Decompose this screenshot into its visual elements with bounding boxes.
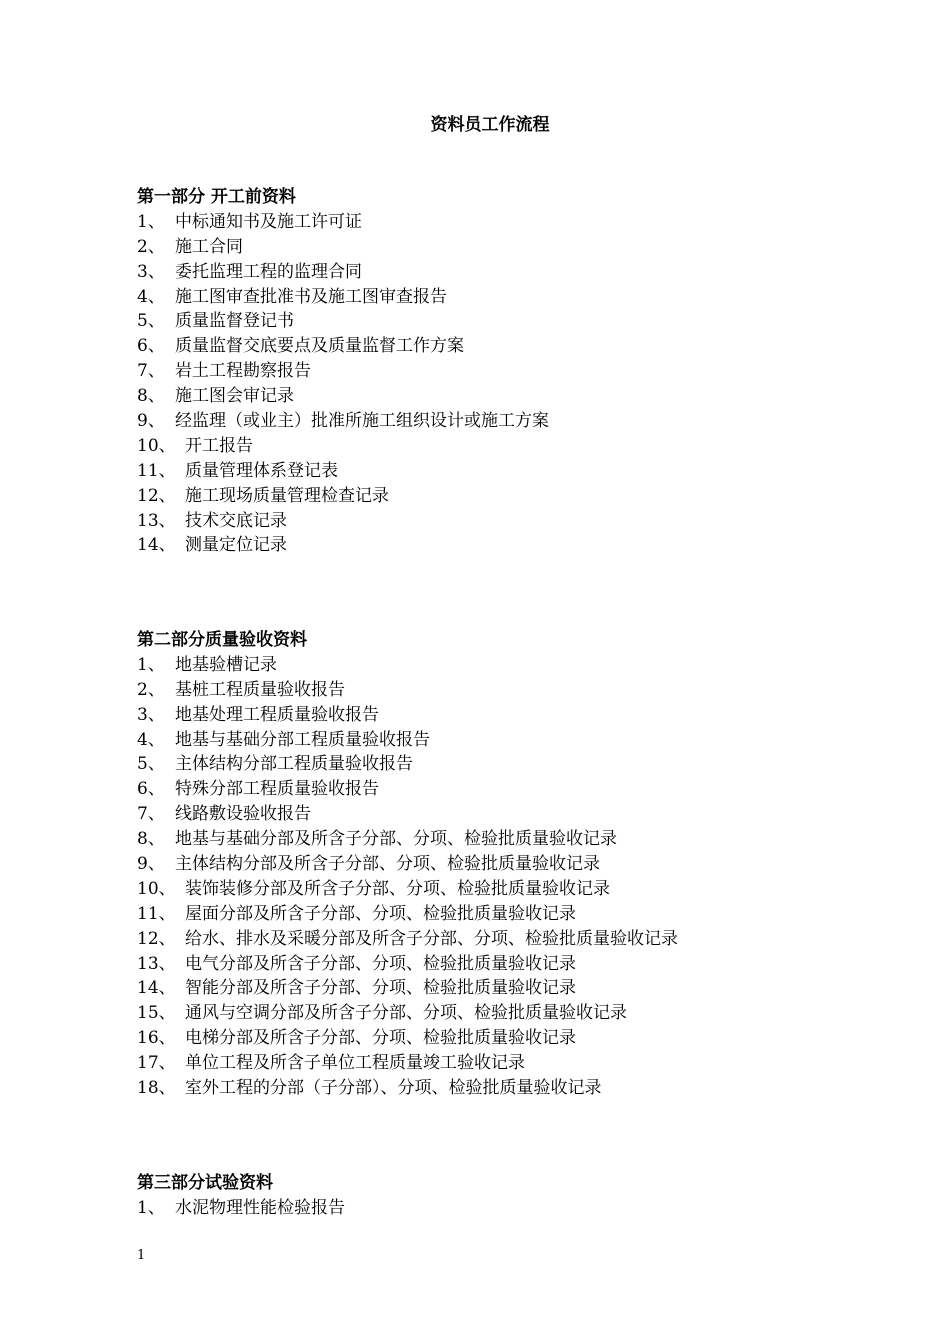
list-item <box>137 434 549 459</box>
list-item <box>137 802 678 827</box>
item-text: 施工图会审记录 <box>175 386 294 407</box>
item-text: 屋面分部及所含子分部、分项、检验批质量验收记录 <box>185 903 576 924</box>
item-number: 5、 <box>137 311 165 332</box>
item-text: 技术交底记录 <box>185 510 287 531</box>
item-number: 11、 <box>137 460 176 481</box>
item-text: 地基与基础分部工程质量验收报告 <box>175 729 430 750</box>
list-item <box>137 409 549 434</box>
item-number: 8、 <box>137 829 165 850</box>
list-item <box>137 678 678 703</box>
item-number: 11、 <box>137 903 176 924</box>
item-number: 10、 <box>137 435 176 456</box>
item-number: 6、 <box>137 779 165 800</box>
item-number: 3、 <box>137 261 165 282</box>
item-number: 1、 <box>137 1197 165 1218</box>
item-text: 基桩工程质量验收报告 <box>175 679 345 700</box>
item-number: 2、 <box>137 679 165 700</box>
item-number: 12、 <box>137 928 176 949</box>
item-number: 5、 <box>137 754 165 775</box>
section-heading: 第三部分试验资料 <box>137 1173 273 1193</box>
list-item <box>137 902 678 927</box>
item-text: 装饰装修分部及所含子分部、分项、检验批质量验收记录 <box>185 878 610 899</box>
list-item <box>137 1026 678 1051</box>
list-item <box>137 1196 345 1221</box>
item-text: 地基处理工程质量验收报告 <box>175 704 379 725</box>
item-text: 电气分部及所含子分部、分项、检验批质量验收记录 <box>185 953 576 974</box>
item-text: 经监理（或业主）批准所施工组织设计或施工方案 <box>175 411 549 432</box>
list-item <box>137 285 549 310</box>
item-text: 通风与空调分部及所含子分部、分项、检验批质量验收记录 <box>185 1003 627 1024</box>
list-item <box>137 703 678 728</box>
page-number: 1 <box>137 1248 146 1263</box>
item-number: 17、 <box>137 1053 176 1074</box>
list-item <box>137 210 549 235</box>
item-number: 10、 <box>137 878 176 899</box>
list-item <box>137 309 549 334</box>
item-number: 4、 <box>137 729 165 750</box>
item-number: 9、 <box>137 411 165 432</box>
item-number: 14、 <box>137 535 176 556</box>
section-heading: 第一部分 开工前资料 <box>137 187 296 207</box>
item-text: 线路敷设验收报告 <box>175 804 311 825</box>
item-text: 开工报告 <box>185 435 253 456</box>
item-text: 中标通知书及施工许可证 <box>175 211 362 232</box>
item-number: 7、 <box>137 804 165 825</box>
item-number: 12、 <box>137 485 176 506</box>
list-item <box>137 728 678 753</box>
list-item <box>137 1076 678 1101</box>
list-item <box>137 777 678 802</box>
item-text: 质量监督登记书 <box>175 311 294 332</box>
item-number: 7、 <box>137 361 165 382</box>
list-item <box>137 952 678 977</box>
item-text: 地基与基础分部及所含子分部、分项、检验批质量验收记录 <box>175 829 617 850</box>
item-number: 2、 <box>137 236 165 257</box>
item-number: 15、 <box>137 1003 176 1024</box>
item-number: 14、 <box>137 978 176 999</box>
item-text: 电梯分部及所含子分部、分项、检验批质量验收记录 <box>185 1028 576 1049</box>
list-item <box>137 752 678 777</box>
item-text: 单位工程及所含子单位工程质量竣工验收记录 <box>185 1053 525 1074</box>
item-text: 特殊分部工程质量验收报告 <box>175 779 379 800</box>
list-item <box>137 533 549 558</box>
section-quality-acceptance <box>137 628 678 1101</box>
item-number: 13、 <box>137 953 176 974</box>
list-item <box>137 1001 678 1026</box>
list-item <box>137 459 549 484</box>
item-text: 岩土工程勘察报告 <box>175 361 311 382</box>
item-number: 4、 <box>137 286 165 307</box>
item-number: 9、 <box>137 854 165 875</box>
item-text: 测量定位记录 <box>185 535 287 556</box>
item-text: 智能分部及所含子分部、分项、检验批质量验收记录 <box>185 978 576 999</box>
list-item <box>137 235 549 260</box>
item-text: 水泥物理性能检验报告 <box>175 1197 345 1218</box>
list-item <box>137 653 678 678</box>
item-number: 13、 <box>137 510 176 531</box>
list-item <box>137 852 678 877</box>
item-number: 16、 <box>137 1028 176 1049</box>
section-pre-construction <box>137 185 549 558</box>
item-text: 施工现场质量管理检查记录 <box>185 485 389 506</box>
item-text: 地基验槽记录 <box>175 654 277 675</box>
item-number: 3、 <box>137 704 165 725</box>
list-item <box>137 509 549 534</box>
section-test-materials <box>137 1171 345 1221</box>
list-item <box>137 359 549 384</box>
section-heading: 第二部分质量验收资料 <box>137 630 307 650</box>
list-item <box>137 927 678 952</box>
item-text: 委托监理工程的监理合同 <box>175 261 362 282</box>
item-text: 质量管理体系登记表 <box>185 460 338 481</box>
item-text: 施工图审查批准书及施工图审查报告 <box>175 286 447 307</box>
document-title: 资料员工作流程 <box>430 115 550 135</box>
item-text: 给水、排水及采暖分部及所含子分部、分项、检验批质量验收记录 <box>185 928 678 949</box>
list-item <box>137 334 549 359</box>
item-number: 6、 <box>137 336 165 357</box>
item-text: 室外工程的分部（子分部）、分项、检验批质量验收记录 <box>185 1078 602 1099</box>
list-item <box>137 384 549 409</box>
list-item <box>137 827 678 852</box>
item-text: 质量监督交底要点及质量监督工作方案 <box>175 336 464 357</box>
list-item <box>137 976 678 1001</box>
item-text: 施工合同 <box>175 236 243 257</box>
list-item <box>137 260 549 285</box>
list-item <box>137 877 678 902</box>
item-number: 8、 <box>137 386 165 407</box>
item-number: 1、 <box>137 211 165 232</box>
item-text: 主体结构分部工程质量验收报告 <box>175 754 413 775</box>
list-item <box>137 1051 678 1076</box>
list-item <box>137 484 549 509</box>
item-number: 18、 <box>137 1078 176 1099</box>
item-text: 主体结构分部及所含子分部、分项、检验批质量验收记录 <box>175 854 600 875</box>
item-number: 1、 <box>137 654 165 675</box>
